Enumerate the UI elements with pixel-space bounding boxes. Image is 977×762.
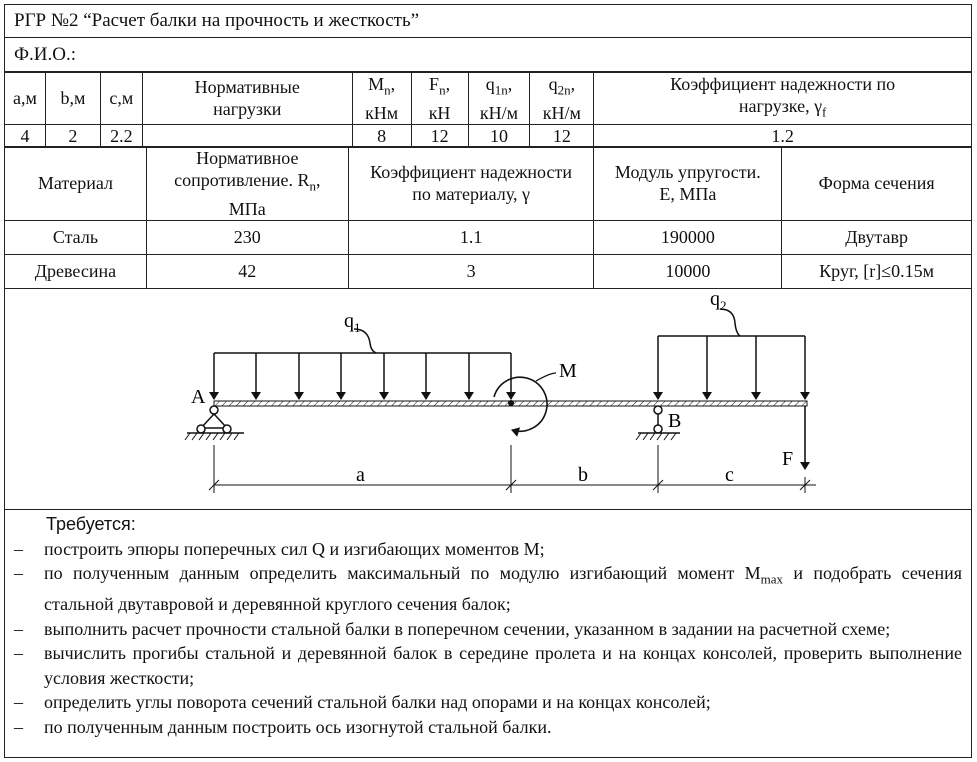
- requirements-heading: Требуется:: [46, 514, 136, 534]
- value-gamma-f: 1.2: [594, 124, 972, 147]
- header-rn: [146, 147, 348, 221]
- fn-unit: кН: [428, 102, 451, 123]
- header-gamma-f: [594, 73, 972, 125]
- label-q2: $q_2$: [710, 288, 727, 313]
- moment-point: [508, 400, 514, 406]
- support-a-ground-hatch: [185, 433, 239, 440]
- label-q1: $q_1$: [344, 310, 361, 335]
- value-c: 2.2: [100, 124, 142, 147]
- wood-material: Древесина: [5, 254, 147, 288]
- rn-unit: , МПа: [228, 170, 321, 219]
- requirement-item-2: [4, 561, 972, 617]
- steel-rn: 230: [146, 220, 348, 254]
- header-c: c,м: [100, 73, 142, 125]
- dimension-a: a: [356, 464, 365, 486]
- header-gamma: [348, 147, 594, 221]
- rn-label: Нормативное сопротивление. R: [174, 148, 310, 190]
- value-fn: 12: [411, 124, 468, 147]
- steel-modulus: 190000: [594, 220, 782, 254]
- value-q1n: 10: [468, 124, 530, 147]
- support-a-pin: [187, 406, 244, 433]
- normative-loads-label: Нормативные нагрузки: [194, 77, 300, 120]
- header-b: b,м: [45, 73, 100, 125]
- dimension-b: b: [578, 464, 588, 486]
- value-mn: 8: [352, 124, 411, 147]
- requirements-section: [4, 510, 972, 739]
- wood-modulus: 10000: [594, 254, 782, 288]
- dimension-c: c: [725, 464, 734, 486]
- mn-symbol: M: [368, 74, 385, 94]
- requirement-item-3: [4, 617, 972, 642]
- q1n-subscript: 1n: [494, 82, 508, 98]
- header-q1n: $q_{1n}$, кН/м: [468, 73, 530, 125]
- requirement-text-6: по полученным данным построить ось изогнутой стальной балки.: [44, 716, 552, 737]
- value-b: 2: [45, 124, 100, 147]
- beam-diagram-svg: [4, 277, 972, 510]
- requirement-item-5: [4, 690, 972, 715]
- bullet-dash: –: [14, 643, 23, 664]
- requirement-item-1: [4, 537, 972, 562]
- requirement-text-1: построить эпюры поперечных сил Q и изгибающих моментов M;: [44, 538, 545, 559]
- q1n-unit: кН/м: [479, 102, 519, 123]
- requirement-text-4: вычислить прогибы стальной и деревянной балок в середине пролета и на концах консолей, проверить выполнение условия жесткости;: [44, 643, 962, 688]
- value-a: 4: [5, 124, 46, 147]
- requirement-text-5: определить углы поворота сечений стальной балки над опорами и на концах консолей;: [44, 692, 711, 713]
- wood-gamma: 3: [348, 254, 594, 288]
- distributed-load-q2: [658, 309, 805, 399]
- bullet-dash: –: [14, 538, 23, 559]
- gamma-f-subscript: f: [822, 104, 827, 120]
- requirement-text-3: выполнить расчет прочности стальной балки в поперечном сечении, указанном в задании на расчетной схеме;: [44, 618, 891, 639]
- header-modulus: [594, 147, 782, 221]
- header-section: Форма сечения: [782, 147, 972, 221]
- wood-rn: 42: [146, 254, 348, 288]
- fio-label: Ф.И.О.:: [4, 38, 972, 72]
- beam-diagram: [4, 277, 972, 510]
- steel-section: Двутавр: [782, 220, 972, 254]
- requirement-item-6: [4, 715, 972, 740]
- label-moment: M: [559, 360, 577, 382]
- q2n-subscript: 2n: [557, 82, 571, 98]
- q2n-symbol: q: [548, 74, 558, 94]
- support-b-ground-hatch: [636, 433, 676, 440]
- value-q2n: 12: [530, 124, 594, 147]
- label-support-b: B: [668, 410, 682, 432]
- header-material: Материал: [5, 147, 147, 221]
- header-q2n: $q_{2n}$, кН/м: [530, 73, 594, 125]
- bullet-dash: –: [14, 618, 23, 639]
- fn-symbol: F: [429, 74, 440, 94]
- fn-subscript: n: [439, 82, 446, 98]
- gamma-f-label: Коэффициент надежности по нагрузке, γ: [670, 74, 896, 116]
- bullet-dash: –: [14, 716, 23, 737]
- rn-subscript: n: [309, 178, 316, 194]
- q1n-symbol: q: [485, 74, 495, 94]
- wood-section: Круг, [r]≤0.15м: [782, 254, 972, 288]
- materials-table: [4, 146, 972, 289]
- steel-material: Сталь: [5, 220, 147, 254]
- header-a: a,м: [5, 73, 46, 125]
- task-title: РГР №2 “Расчет балки на прочность и жесткость”: [4, 4, 972, 38]
- header-normative-loads: [142, 73, 352, 125]
- steel-gamma: 1.1: [348, 220, 594, 254]
- mn-unit: кНм: [365, 102, 399, 123]
- header-mn: $M_n$, кНм: [352, 73, 411, 125]
- mn-subscript: n: [384, 82, 391, 98]
- requirement-item-4: [4, 641, 972, 690]
- bullet-dash: –: [14, 563, 23, 583]
- loads-table: [4, 72, 972, 148]
- modulus-label: Модуль упругости. E, МПа: [614, 162, 761, 205]
- header-fn: $F_n$, кН: [411, 73, 468, 125]
- mmax-subscript: max: [760, 571, 784, 587]
- distributed-load-q1: [214, 329, 511, 399]
- requirement-text-2b: и подобрать сечения стальной двутавровой и деревянной круглого сечения балок;: [44, 563, 963, 615]
- value-normative-empty: [142, 124, 352, 147]
- table-row: [5, 220, 972, 254]
- label-support-a: A: [191, 386, 206, 408]
- bullet-dash: –: [14, 692, 23, 713]
- gamma-label: Коэффициент надежности по материалу, γ: [370, 162, 572, 205]
- requirement-text-2a: по полученным данным определить максимальный по модулю изгибающий момент M: [44, 563, 761, 583]
- q2n-unit: кН/м: [542, 102, 581, 123]
- label-force: F: [782, 448, 794, 470]
